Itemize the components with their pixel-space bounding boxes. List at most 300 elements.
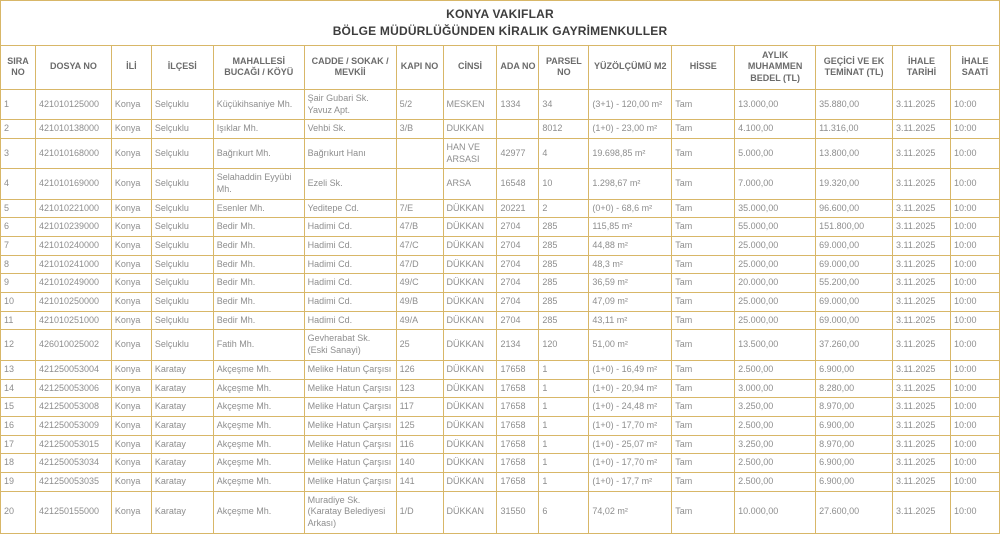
cell-cadde: Melike Hatun Çarşısı (304, 398, 396, 417)
cell-cadde: Ezeli Sk. (304, 169, 396, 199)
cell-ili: Konya (111, 138, 151, 168)
cell-parsel: 285 (539, 311, 589, 330)
cell-tarih: 3.11.2025 (893, 169, 951, 199)
cell-cadde: Hadimi Cd. (304, 237, 396, 256)
cell-hisse: Tam (672, 435, 735, 454)
cell-sira: 3 (1, 138, 36, 168)
cell-ada: 20221 (497, 199, 539, 218)
cell-dosya: 421250053008 (35, 398, 111, 417)
cell-aylik: 3.250,00 (735, 435, 816, 454)
cell-ilcesi: Selçuklu (151, 138, 213, 168)
cell-aylik: 10.000,00 (735, 491, 816, 533)
table-row (1, 120, 1000, 139)
cell-tarih: 3.11.2025 (893, 218, 951, 237)
cell-aylik: 35.000,00 (735, 199, 816, 218)
cell-gecici: 6.900,00 (816, 416, 893, 435)
cell-parsel: 1 (539, 472, 589, 491)
cell-kapi: 5/2 (396, 89, 443, 119)
cell-aylik: 2.500,00 (735, 472, 816, 491)
cell-mahallesi: Akçeşme Mh. (213, 435, 304, 454)
cell-tarih: 3.11.2025 (893, 274, 951, 293)
cell-tarih: 3.11.2025 (893, 454, 951, 473)
cell-hisse: Tam (672, 416, 735, 435)
cell-ada: 17658 (497, 472, 539, 491)
table-title (1, 1, 1000, 46)
cell-dosya: 421250053034 (35, 454, 111, 473)
cell-cadde: Gevherabat Sk. (Eski Sanayi) (304, 330, 396, 360)
cell-sira: 9 (1, 274, 36, 293)
title-row (1, 1, 1000, 46)
cell-aylik: 2.500,00 (735, 360, 816, 379)
cell-mahallesi: Bedir Mh. (213, 237, 304, 256)
cell-ili: Konya (111, 293, 151, 312)
cell-dosya: 421250155000 (35, 491, 111, 533)
cell-ili: Konya (111, 416, 151, 435)
cell-cinsi: DÜKKAN (443, 454, 497, 473)
cell-kapi: 49/B (396, 293, 443, 312)
cell-cadde: Melike Hatun Çarşısı (304, 454, 396, 473)
cell-parsel: 285 (539, 237, 589, 256)
cell-tarih: 3.11.2025 (893, 416, 951, 435)
cell-kapi: 3/B (396, 120, 443, 139)
cell-kapi (396, 138, 443, 168)
cell-kapi: 117 (396, 398, 443, 417)
column-header-saat: İHALE SAATİ (950, 45, 999, 89)
cell-hisse: Tam (672, 379, 735, 398)
cell-ilcesi: Selçuklu (151, 218, 213, 237)
cell-tarih: 3.11.2025 (893, 472, 951, 491)
cell-parsel: 6 (539, 491, 589, 533)
cell-ada: 2704 (497, 274, 539, 293)
cell-gecici: 6.900,00 (816, 454, 893, 473)
cell-ilcesi: Karatay (151, 435, 213, 454)
cell-cinsi: DÜKKAN (443, 255, 497, 274)
cell-gecici: 8.280,00 (816, 379, 893, 398)
cell-parsel: 1 (539, 416, 589, 435)
cell-sira: 12 (1, 330, 36, 360)
cell-hisse: Tam (672, 472, 735, 491)
cell-tarih: 3.11.2025 (893, 255, 951, 274)
cell-mahallesi: Bağrıkurt Mh. (213, 138, 304, 168)
cell-yuzolcumu: (0+0) - 68,6 m² (589, 199, 672, 218)
cell-dosya: 421010240000 (35, 237, 111, 256)
cell-sira: 8 (1, 255, 36, 274)
cell-kapi: 7/E (396, 199, 443, 218)
cell-parsel: 1 (539, 379, 589, 398)
cell-kapi (396, 169, 443, 199)
table-row (1, 255, 1000, 274)
cell-parsel: 1 (539, 398, 589, 417)
cell-cadde: Hadimi Cd. (304, 274, 396, 293)
cell-kapi: 126 (396, 360, 443, 379)
cell-dosya: 421010249000 (35, 274, 111, 293)
cell-saat: 10:00 (950, 199, 999, 218)
cell-saat: 10:00 (950, 237, 999, 256)
cell-dosya: 421010138000 (35, 120, 111, 139)
cell-mahallesi: Akçeşme Mh. (213, 360, 304, 379)
cell-yuzolcumu: (1+0) - 16,49 m² (589, 360, 672, 379)
cell-kapi: 125 (396, 416, 443, 435)
cell-mahallesi: Akçeşme Mh. (213, 491, 304, 533)
cell-yuzolcumu: (1+0) - 24,48 m² (589, 398, 672, 417)
table-row (1, 491, 1000, 533)
cell-hisse: Tam (672, 169, 735, 199)
cell-kapi: 47/C (396, 237, 443, 256)
cell-gecici: 69.000,00 (816, 237, 893, 256)
cell-cinsi: HAN VE ARSASI (443, 138, 497, 168)
cell-aylik: 3.250,00 (735, 398, 816, 417)
cell-ada: 17658 (497, 379, 539, 398)
cell-sira: 4 (1, 169, 36, 199)
table-row (1, 138, 1000, 168)
cell-sira: 1 (1, 89, 36, 119)
cell-gecici: 96.600,00 (816, 199, 893, 218)
cell-yuzolcumu: (1+0) - 20,94 m² (589, 379, 672, 398)
cell-cinsi: DÜKKAN (443, 218, 497, 237)
cell-cinsi: DUKKAN (443, 120, 497, 139)
cell-gecici: 6.900,00 (816, 360, 893, 379)
cell-tarih: 3.11.2025 (893, 89, 951, 119)
cell-parsel: 120 (539, 330, 589, 360)
cell-aylik: 25.000,00 (735, 255, 816, 274)
cell-tarih: 3.11.2025 (893, 138, 951, 168)
cell-ili: Konya (111, 379, 151, 398)
column-header-dosya: DOSYA NO (35, 45, 111, 89)
cell-dosya: 421010239000 (35, 218, 111, 237)
cell-ilcesi: Selçuklu (151, 199, 213, 218)
cell-kapi: 140 (396, 454, 443, 473)
cell-aylik: 55.000,00 (735, 218, 816, 237)
cell-sira: 17 (1, 435, 36, 454)
cell-dosya: 421250053006 (35, 379, 111, 398)
cell-ili: Konya (111, 218, 151, 237)
cell-aylik: 13.000,00 (735, 89, 816, 119)
cell-mahallesi: Akçeşme Mh. (213, 416, 304, 435)
cell-mahallesi: Esenler Mh. (213, 199, 304, 218)
table-row (1, 199, 1000, 218)
cell-yuzolcumu: (1+0) - 17,70 m² (589, 416, 672, 435)
cell-cinsi: MESKEN (443, 89, 497, 119)
cell-tarih: 3.11.2025 (893, 293, 951, 312)
table-row (1, 472, 1000, 491)
cell-hisse: Tam (672, 311, 735, 330)
cell-kapi: 25 (396, 330, 443, 360)
cell-mahallesi: Akçeşme Mh. (213, 472, 304, 491)
cell-hisse: Tam (672, 398, 735, 417)
cell-sira: 2 (1, 120, 36, 139)
cell-ilcesi: Selçuklu (151, 330, 213, 360)
cell-yuzolcumu: 36,59 m² (589, 274, 672, 293)
table-body (1, 89, 1000, 533)
cell-sira: 20 (1, 491, 36, 533)
cell-aylik: 7.000,00 (735, 169, 816, 199)
table-row (1, 237, 1000, 256)
column-header-cinsi: CİNSİ (443, 45, 497, 89)
cell-ili: Konya (111, 255, 151, 274)
cell-dosya: 421010251000 (35, 311, 111, 330)
cell-hisse: Tam (672, 274, 735, 293)
cell-aylik: 20.000,00 (735, 274, 816, 293)
cell-hisse: Tam (672, 237, 735, 256)
cell-ilcesi: Selçuklu (151, 255, 213, 274)
cell-cadde: Hadimi Cd. (304, 293, 396, 312)
cell-cadde: Melike Hatun Çarşısı (304, 379, 396, 398)
cell-mahallesi: Işıklar Mh. (213, 120, 304, 139)
column-header-gecici: GEÇİCİ VE EK TEMİNAT (TL) (816, 45, 893, 89)
cell-dosya: 421250053035 (35, 472, 111, 491)
cell-ilcesi: Selçuklu (151, 237, 213, 256)
cell-mahallesi: Bedir Mh. (213, 311, 304, 330)
cell-kapi: 123 (396, 379, 443, 398)
cell-hisse: Tam (672, 293, 735, 312)
cell-ili: Konya (111, 330, 151, 360)
cell-dosya: 421250053004 (35, 360, 111, 379)
cell-hisse: Tam (672, 218, 735, 237)
cell-yuzolcumu: 48,3 m² (589, 255, 672, 274)
cell-saat: 10:00 (950, 416, 999, 435)
cell-aylik: 25.000,00 (735, 311, 816, 330)
column-header-kapi: KAPI NO (396, 45, 443, 89)
cell-mahallesi: Bedir Mh. (213, 218, 304, 237)
cell-dosya: 421250053009 (35, 416, 111, 435)
cell-dosya: 421010169000 (35, 169, 111, 199)
column-header-row (1, 45, 1000, 89)
cell-saat: 10:00 (950, 169, 999, 199)
cell-mahallesi: Selahaddin Eyyübi Mh. (213, 169, 304, 199)
cell-kapi: 116 (396, 435, 443, 454)
cell-cinsi: DÜKKAN (443, 360, 497, 379)
cell-ili: Konya (111, 274, 151, 293)
cell-cadde: Hadimi Cd. (304, 311, 396, 330)
table-row (1, 311, 1000, 330)
cell-sira: 14 (1, 379, 36, 398)
cell-cadde: Şair Gubari Sk. Yavuz Apt. (304, 89, 396, 119)
cell-yuzolcumu: 19.698,85 m² (589, 138, 672, 168)
cell-hisse: Tam (672, 255, 735, 274)
cell-saat: 10:00 (950, 379, 999, 398)
cell-sira: 11 (1, 311, 36, 330)
cell-kapi: 47/B (396, 218, 443, 237)
table-row (1, 360, 1000, 379)
cell-kapi: 1/D (396, 491, 443, 533)
cell-ada: 2134 (497, 330, 539, 360)
column-header-sira: SIRA NO (1, 45, 36, 89)
column-header-tarih: İHALE TARİHİ (893, 45, 951, 89)
cell-cadde: Melike Hatun Çarşısı (304, 435, 396, 454)
cell-saat: 10:00 (950, 89, 999, 119)
cell-ilcesi: Karatay (151, 472, 213, 491)
cell-ilcesi: Karatay (151, 454, 213, 473)
cell-saat: 10:00 (950, 293, 999, 312)
cell-yuzolcumu: 1.298,67 m² (589, 169, 672, 199)
cell-cinsi: DÜKKAN (443, 379, 497, 398)
cell-cadde: Melike Hatun Çarşısı (304, 360, 396, 379)
cell-cadde: Melike Hatun Çarşısı (304, 472, 396, 491)
cell-ada: 2704 (497, 218, 539, 237)
cell-sira: 7 (1, 237, 36, 256)
table-row (1, 379, 1000, 398)
cell-saat: 10:00 (950, 120, 999, 139)
table-row (1, 169, 1000, 199)
cell-hisse: Tam (672, 360, 735, 379)
cell-hisse: Tam (672, 138, 735, 168)
cell-cinsi: DÜKKAN (443, 330, 497, 360)
cell-gecici: 8.970,00 (816, 398, 893, 417)
cell-ada: 17658 (497, 398, 539, 417)
cell-saat: 10:00 (950, 398, 999, 417)
cell-tarih: 3.11.2025 (893, 237, 951, 256)
cell-sira: 16 (1, 416, 36, 435)
cell-parsel: 285 (539, 255, 589, 274)
cell-yuzolcumu: 115,85 m² (589, 218, 672, 237)
cell-gecici: 55.200,00 (816, 274, 893, 293)
cell-cinsi: DÜKKAN (443, 398, 497, 417)
title-line-1: KONYA VAKIFLAR (446, 7, 554, 21)
cell-cadde: Bağrıkurt Hanı (304, 138, 396, 168)
cell-ili: Konya (111, 472, 151, 491)
cell-parsel: 4 (539, 138, 589, 168)
cell-parsel: 34 (539, 89, 589, 119)
cell-parsel: 1 (539, 360, 589, 379)
cell-gecici: 69.000,00 (816, 311, 893, 330)
cell-cadde: Hadimi Cd. (304, 218, 396, 237)
cell-gecici: 19.320,00 (816, 169, 893, 199)
cell-yuzolcumu: 74,02 m² (589, 491, 672, 533)
cell-ada: 17658 (497, 454, 539, 473)
cell-ili: Konya (111, 435, 151, 454)
cell-saat: 10:00 (950, 472, 999, 491)
cell-ili: Konya (111, 491, 151, 533)
column-header-mahallesi: MAHALLESİ BUCAĞI / KÖYÜ (213, 45, 304, 89)
cell-cinsi: ARSA (443, 169, 497, 199)
cell-sira: 19 (1, 472, 36, 491)
cell-dosya: 421010168000 (35, 138, 111, 168)
cell-cinsi: DÜKKAN (443, 274, 497, 293)
cell-tarih: 3.11.2025 (893, 199, 951, 218)
cell-mahallesi: Bedir Mh. (213, 255, 304, 274)
cell-yuzolcumu: (1+0) - 25,07 m² (589, 435, 672, 454)
cell-tarih: 3.11.2025 (893, 398, 951, 417)
table-row (1, 89, 1000, 119)
cell-ilcesi: Selçuklu (151, 120, 213, 139)
cell-mahallesi: Bedir Mh. (213, 274, 304, 293)
cell-kapi: 141 (396, 472, 443, 491)
cell-cinsi: DÜKKAN (443, 416, 497, 435)
cell-dosya: 426010025002 (35, 330, 111, 360)
cell-saat: 10:00 (950, 330, 999, 360)
cell-cadde: Vehbi Sk. (304, 120, 396, 139)
cell-ada: 1334 (497, 89, 539, 119)
column-header-yuzolcumu: YÜZÖLÇÜMÜ M2 (589, 45, 672, 89)
cell-parsel: 285 (539, 274, 589, 293)
cell-ili: Konya (111, 398, 151, 417)
column-header-cadde: CADDE / SOKAK / MEVKİİ (304, 45, 396, 89)
cell-gecici: 69.000,00 (816, 293, 893, 312)
cell-ada: 2704 (497, 311, 539, 330)
cell-saat: 10:00 (950, 435, 999, 454)
cell-parsel: 285 (539, 218, 589, 237)
cell-cadde: Melike Hatun Çarşısı (304, 416, 396, 435)
table-row (1, 454, 1000, 473)
column-header-hisse: HİSSE (672, 45, 735, 89)
cell-aylik: 4.100,00 (735, 120, 816, 139)
cell-tarih: 3.11.2025 (893, 435, 951, 454)
table-row (1, 218, 1000, 237)
cell-parsel: 1 (539, 454, 589, 473)
cell-gecici: 11.316,00 (816, 120, 893, 139)
table-row (1, 330, 1000, 360)
cell-yuzolcumu: 51,00 m² (589, 330, 672, 360)
table-row (1, 416, 1000, 435)
cell-saat: 10:00 (950, 138, 999, 168)
column-header-parsel: PARSEL NO (539, 45, 589, 89)
cell-tarih: 3.11.2025 (893, 491, 951, 533)
cell-yuzolcumu: (1+0) - 17,7 m² (589, 472, 672, 491)
cell-ilcesi: Karatay (151, 398, 213, 417)
cell-ada: 2704 (497, 293, 539, 312)
column-header-ilcesi: İLÇESİ (151, 45, 213, 89)
table-row (1, 398, 1000, 417)
cell-ada: 31550 (497, 491, 539, 533)
cell-parsel: 1 (539, 435, 589, 454)
cell-tarih: 3.11.2025 (893, 360, 951, 379)
cell-kapi: 49/A (396, 311, 443, 330)
cell-mahallesi: Küçükihsaniye Mh. (213, 89, 304, 119)
cell-aylik: 13.500,00 (735, 330, 816, 360)
cell-ada (497, 120, 539, 139)
cell-gecici: 13.800,00 (816, 138, 893, 168)
cell-ili: Konya (111, 120, 151, 139)
cell-gecici: 27.600,00 (816, 491, 893, 533)
cell-saat: 10:00 (950, 311, 999, 330)
cell-ili: Konya (111, 169, 151, 199)
cell-cinsi: DÜKKAN (443, 472, 497, 491)
column-header-ada: ADA NO (497, 45, 539, 89)
cell-saat: 10:00 (950, 360, 999, 379)
cell-dosya: 421010221000 (35, 199, 111, 218)
cell-gecici: 151.800,00 (816, 218, 893, 237)
cell-ilcesi: Selçuklu (151, 293, 213, 312)
cell-ili: Konya (111, 454, 151, 473)
cell-cinsi: DÜKKAN (443, 435, 497, 454)
cell-yuzolcumu: 44,88 m² (589, 237, 672, 256)
cell-ili: Konya (111, 89, 151, 119)
cell-yuzolcumu: 43,11 m² (589, 311, 672, 330)
cell-parsel: 2 (539, 199, 589, 218)
cell-ilcesi: Karatay (151, 379, 213, 398)
cell-hisse: Tam (672, 120, 735, 139)
cell-aylik: 2.500,00 (735, 416, 816, 435)
cell-mahallesi: Akçeşme Mh. (213, 379, 304, 398)
cell-parsel: 10 (539, 169, 589, 199)
cell-ilcesi: Selçuklu (151, 89, 213, 119)
cell-dosya: 421010241000 (35, 255, 111, 274)
cell-aylik: 25.000,00 (735, 237, 816, 256)
cell-ada: 16548 (497, 169, 539, 199)
cell-dosya: 421010125000 (35, 89, 111, 119)
cell-cinsi: DÜKKAN (443, 491, 497, 533)
cell-sira: 5 (1, 199, 36, 218)
cell-ili: Konya (111, 237, 151, 256)
cell-cinsi: DÜKKAN (443, 311, 497, 330)
cell-saat: 10:00 (950, 218, 999, 237)
cell-ili: Konya (111, 360, 151, 379)
cell-yuzolcumu: (3+1) - 120,00 m² (589, 89, 672, 119)
cell-gecici: 6.900,00 (816, 472, 893, 491)
cell-aylik: 25.000,00 (735, 293, 816, 312)
cell-sira: 15 (1, 398, 36, 417)
cell-mahallesi: Akçeşme Mh. (213, 454, 304, 473)
